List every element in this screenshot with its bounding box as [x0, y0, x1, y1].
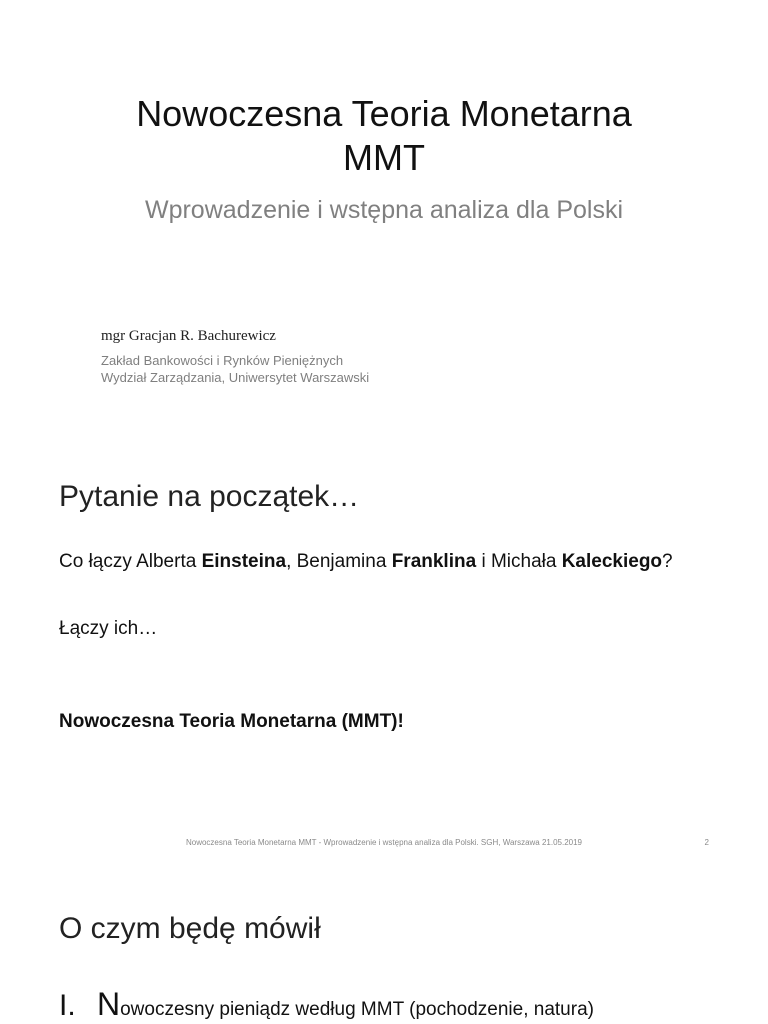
- name-kalecki: Kaleckiego: [561, 551, 663, 572]
- agenda-item-number: I.: [59, 989, 76, 1022]
- presentation-title: [0, 92, 768, 180]
- agenda-item-text: owoczesny pieniądz według MMT (pochodzenie, natura): [120, 999, 594, 1020]
- affiliation-line-2: Wydział Zarządzania, Uniwersytet Warszawski: [101, 370, 370, 385]
- agenda-item-initial: N: [97, 986, 121, 1022]
- answer-text: Nowoczesna Teoria Monetarna (MMT)!: [59, 711, 404, 732]
- name-einstein: Einsteina: [201, 551, 287, 572]
- agenda-item: [59, 985, 594, 1024]
- joins-text: Łączy ich…: [59, 618, 158, 639]
- question-text: [59, 549, 673, 575]
- question-part-3: i Michała: [476, 551, 562, 572]
- presentation-subtitle: Wprowadzenie i wstępna analiza dla Polski: [144, 196, 624, 224]
- affiliation: [101, 352, 369, 386]
- slide-heading: O czym będę mówił: [59, 912, 321, 945]
- author-name: mgr Gracjan R. Bachurewicz: [101, 328, 276, 344]
- name-franklin: Franklina: [391, 551, 477, 572]
- title-line-2: MMT: [343, 137, 425, 178]
- question-part-2: , Benjamina: [286, 551, 392, 572]
- page-number: 2: [704, 838, 709, 847]
- question-part-1: Co łączy Alberta: [59, 551, 202, 572]
- slide-agenda: [0, 860, 768, 1024]
- affiliation-line-1: Zakład Bankowości i Rynków Pieniężnych: [101, 353, 344, 368]
- slide-heading: Pytanie na początek…: [59, 480, 360, 513]
- slide-question: [0, 450, 768, 860]
- slide-footer: Nowoczesna Teoria Monetarna MMT - Wprowadzenie i wstępna analiza dla Polski. SGH, Warszawa 21.05.2019: [185, 838, 583, 847]
- slide-title: [0, 0, 768, 450]
- title-line-1: Nowoczesna Teoria Monetarna: [136, 93, 632, 134]
- question-part-4: ?: [662, 551, 673, 572]
